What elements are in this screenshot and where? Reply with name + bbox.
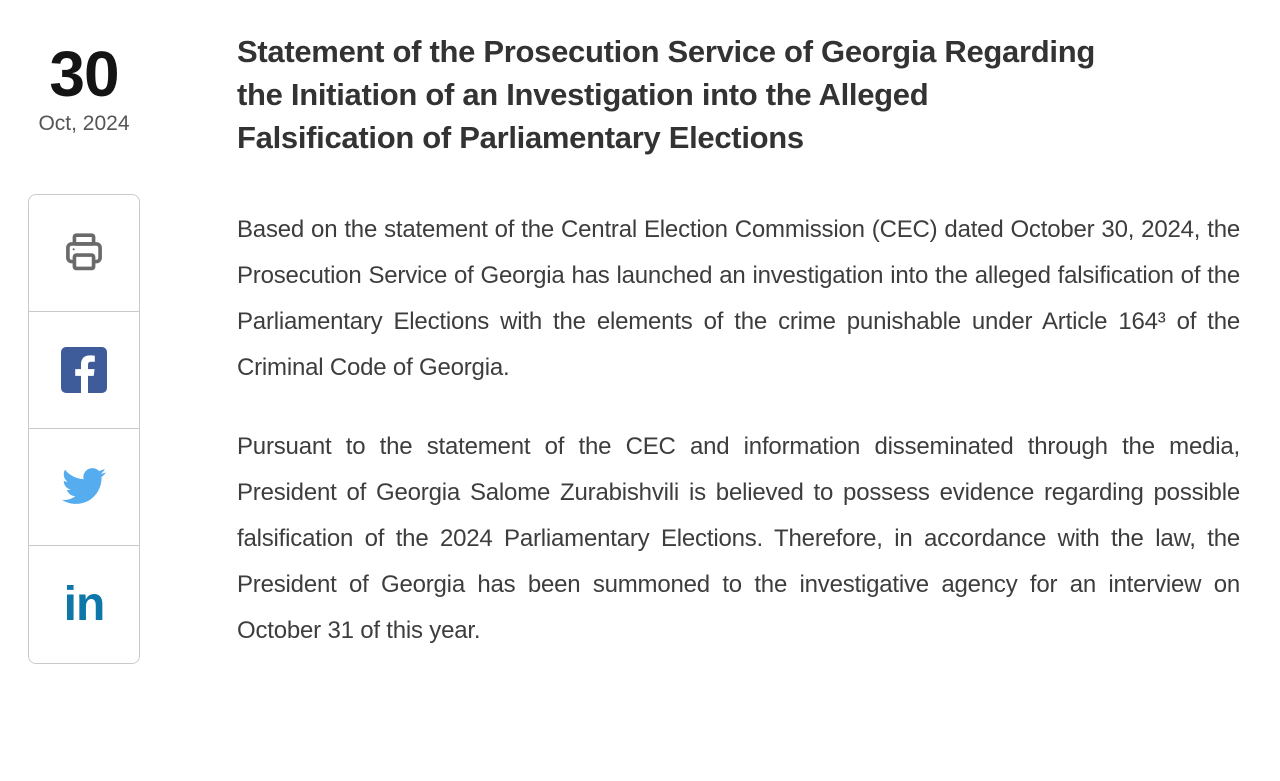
share-toolbar bbox=[28, 194, 140, 664]
article-paragraph: Pursuant to the statement of the CEC and information disseminated through the media, President of Georgia Salome Zurabishvili is believed to possess evidence regarding possible falsification of the 2024 Parliamentary Elections. Therefore, in accordance with the law, the President of Georgia has been summoned to the investigative agency for an interview on October 31 of this year. bbox=[237, 433, 1240, 644]
facebook-share-button[interactable] bbox=[29, 312, 139, 429]
publish-date-badge bbox=[28, 38, 140, 136]
article-paragraph: Based on the statement of the Central Election Commission (CEC) dated October 30, 2024, the Prosecution Service of Georgia has launched an investigation into the alleged falsification of the Parliamentary Elections with the elements of the crime punishable under Article 164³ of the Criminal Code of Georgia. bbox=[237, 216, 1240, 381]
left-rail bbox=[28, 28, 140, 687]
facebook-icon bbox=[61, 347, 107, 393]
article-content bbox=[237, 28, 1240, 687]
article-title-line: Statement of the Prosecution Service of Georgia Regarding bbox=[237, 34, 1095, 69]
print-button[interactable] bbox=[29, 195, 139, 312]
article-title-line: Falsification of Parliamentary Elections bbox=[237, 120, 804, 155]
article-title-line: the Initiation of an Investigation into the Alleged bbox=[237, 77, 929, 112]
article-body bbox=[237, 207, 1240, 654]
publish-date-day: 30 bbox=[49, 38, 119, 110]
twitter-share-button[interactable] bbox=[29, 429, 139, 546]
twitter-icon bbox=[58, 464, 110, 511]
article-title bbox=[237, 30, 1240, 159]
linkedin-share-button[interactable] bbox=[29, 546, 139, 663]
printer-icon bbox=[61, 229, 107, 278]
linkedin-icon: in bbox=[63, 577, 105, 631]
publish-date-month-year: Oct, 2024 bbox=[38, 112, 130, 135]
